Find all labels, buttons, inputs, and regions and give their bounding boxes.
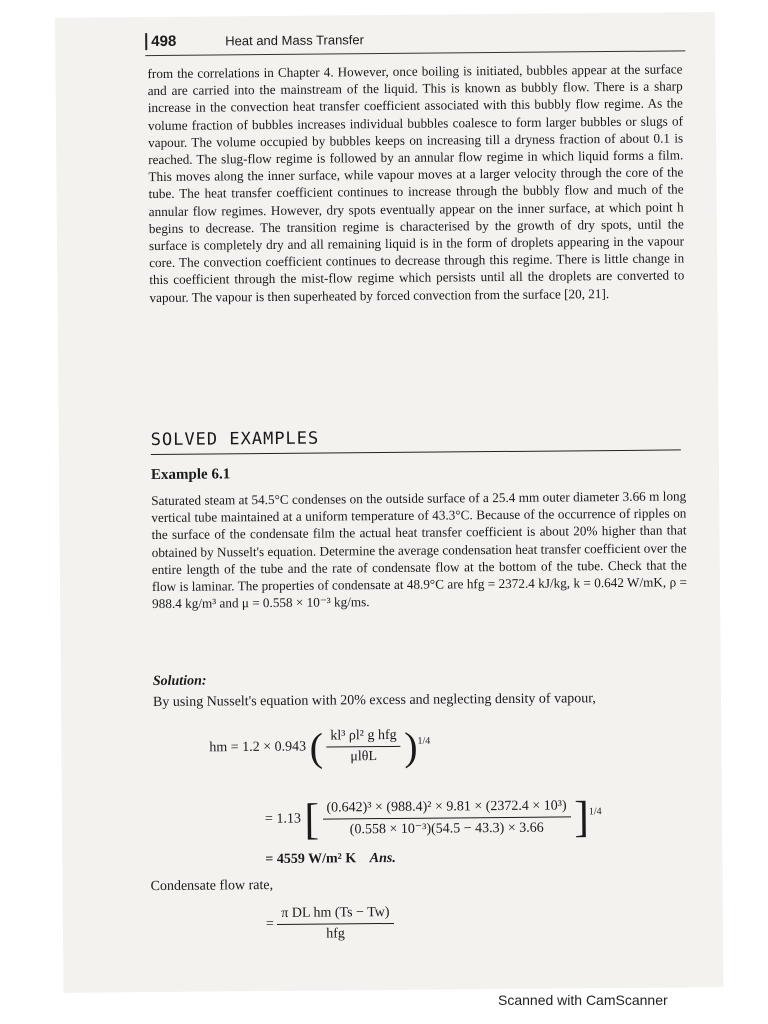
- intro-paragraph: [147, 60, 684, 306]
- scanner-watermark: Scanned with CamScanner: [498, 992, 668, 1008]
- method-line: By using Nusselt's equation with 20% excess and neglecting density of vapour,: [152, 691, 596, 711]
- intro-text: from the correlations in Chapter 4. However, once boiling is initiated, bubbles appear at the surface and are carried into the mainstream of the liquid. This is known as bubbly flow. There is a sharp increase in the convection heat transfer coefficient associated with this bubbly flow regime. As the volume fraction of bubbles increases individual bubbles coalesce to form larger bubbles or slugs of vapour. The volume occupied by bubbles keeps on increasing till a dryness fraction of about 0.1 is reached. The slug-flow regime is followed by an annular flow regime in which liquid forms a film. This moves along the inner surface, while vapour moves at a larger velocity through the core of the tube. The heat transfer coefficient continues to increase through the bubbly flow and much of the annular flow regimes. However, dry spots eventually appear on the inner surface, at which point h begins to decrease. The transition regime is characterised by the growth of dry spots, until the surface is completely dry and all remaining liquid is in the form of droplets appearing in the vapour core. The convection coefficient continues to decrease through this regime. There is little change in this coefficient through the mist-flow regime which persists until all the droplets are converted to vapour. The vapour is then superheated by forced convection from the surface [20, 21].: [147, 61, 685, 305]
- eq1-exponent: 1/4: [417, 735, 431, 747]
- eq3-denominator: hfg: [326, 926, 345, 942]
- page-number: 498: [145, 33, 176, 50]
- eq1-fraction: [326, 728, 401, 766]
- example-title: Example 6.1: [150, 466, 231, 484]
- eq1-denominator: μlθL: [350, 749, 378, 765]
- eq1-lhs: hm = 1.2 × 0.943: [209, 739, 307, 756]
- eq3-fraction: [277, 905, 394, 943]
- eq2-numerator: (0.642)³ × (988.4)² × 9.81 × (2372.4 × 10³): [322, 798, 570, 819]
- eq2-denominator: (0.558 × 10⁻³)(54.5 − 43.3) × 3.66: [349, 820, 544, 837]
- eq1-right-paren: ): [404, 723, 418, 769]
- result-value: = 4559 W/m² K: [265, 851, 357, 868]
- condensate-label: Condensate flow rate,: [150, 878, 274, 895]
- eq2-exponent: 1/4: [588, 806, 602, 818]
- eq2-fraction: [322, 798, 570, 838]
- eq3-prefix: =: [265, 916, 274, 932]
- equation-nusselt: [209, 723, 430, 772]
- running-title: Heat and Mass Transfer: [225, 32, 365, 49]
- solution-label: Solution:: [152, 673, 207, 690]
- answer-tag: Ans.: [369, 850, 396, 867]
- eq1-numerator: kl³ ρl² g hfg: [326, 728, 400, 748]
- eq3-numerator: π DL hm (Ts − Tw): [277, 905, 393, 925]
- running-header: [145, 28, 685, 56]
- equation-condensate: [266, 905, 394, 943]
- equation-substituted: [265, 791, 602, 845]
- eq1-left-paren: (: [309, 724, 324, 770]
- section-heading: [151, 425, 681, 455]
- problem-statement: [151, 487, 687, 612]
- problem-text: Saturated steam at 54.5°C condenses on the outside surface of a 25.4 mm outer diameter 3.66 m long vertical tube maintained at a uniform temperature of 43.3°C. Because of the occurrence of ripples on the surface of the condensate film the actual heat transfer coefficient is about 20% higher than that obtained by Nusselt's equation. Determine the average condensation heat transfer coefficient over the entire length of the tube and the rate of condensate flow at the bottom of the tube. Check that the flow is laminar. The properties of condensate at 48.9°C are hfg = 2372.4 kJ/kg, k = 0.642 W/mK, ρ = 988.4 kg/m³ and μ = 0.558 × 10⁻³ kg/ms.: [151, 488, 688, 612]
- eq2-prefix: = 1.13: [264, 811, 301, 827]
- eq2-left-bracket: [: [304, 794, 320, 844]
- section-heading-text: SOLVED EXAMPLES: [150, 428, 320, 451]
- scanned-page: [55, 12, 723, 993]
- result-line: [265, 851, 396, 868]
- eq2-right-bracket: ]: [574, 792, 590, 842]
